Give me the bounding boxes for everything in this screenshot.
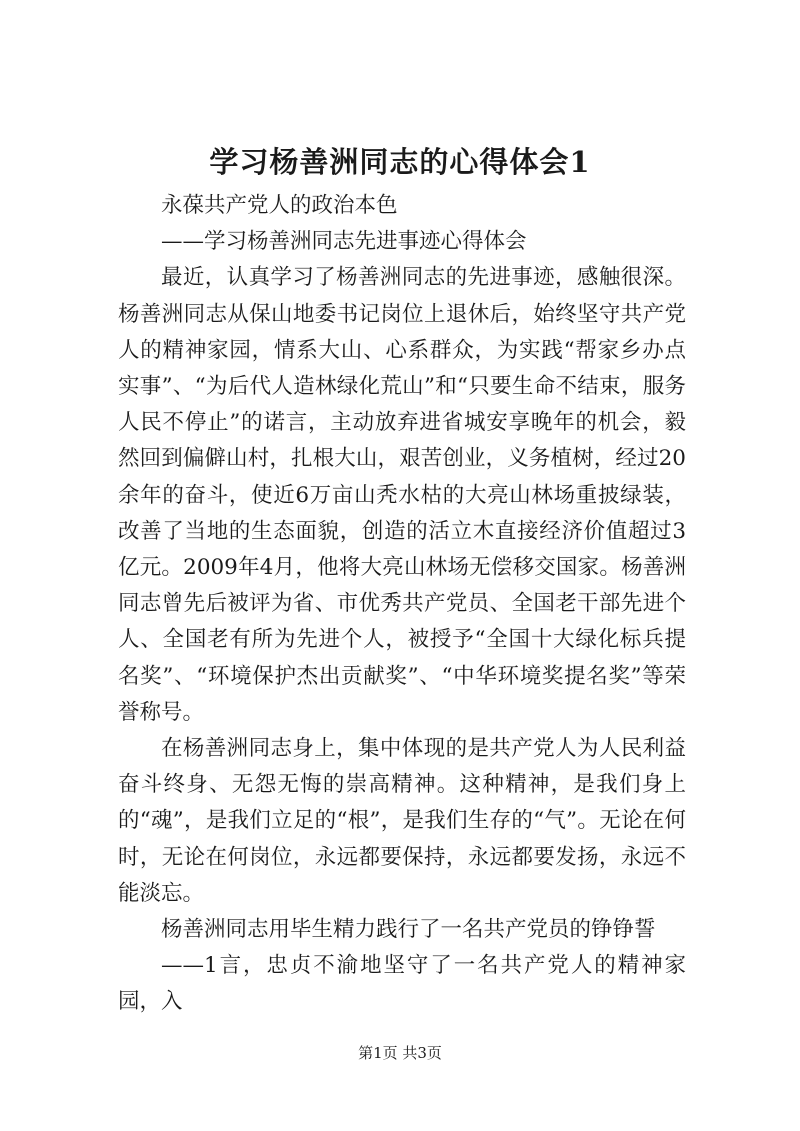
page-footer: 第1页 共3页 [358, 1044, 442, 1062]
paragraph-subtitle: 永葆共产党人的政治本色 [161, 193, 398, 218]
paragraph-intro: 最近，认真学习了杨善洲同志的先进事迹，感触很深。杨善洲同志从保山地委书记岗位上退休后，始终坚守共产党人的精神家园，情系大山、心系群众，为实践“帮家乡办点实事”、“为后代人造林绿化荒山”和“只要生命不结束，服务人民不停止”的诺言，主动放弃进省城安享晚年的机会，毅然回到偏僻山村，扎根大山，艰苦创业，义务植树，经过20余年的奋斗，使近6万亩山秃水枯的大亮山林场重披绿装，改善了当地的生态面貌，创造的活立木直接经济价值超过3亿元。2009年4月，他将大亮山林场无偿移交国家。杨善洲同志曾先后被评为省、市优秀共产党员、全国老干部先进个人、全国老有所为先进个人，被授予“全国十大绿化标兵提名奖”、“环境保护杰出贡献奖”、“中华环境奖提名奖”等荣誉称号。 [118, 265, 686, 725]
document-title: 学习杨善洲同志的心得体会1 [209, 145, 591, 179]
paragraph-continuation: ——1言，忠贞不渝地坚守了一名共产党人的精神家园，入 [118, 953, 686, 1015]
paragraph-spirit: 在杨善洲同志身上，集中体现的是共产党人为人民利益奋斗终身、无怨无悔的崇高精神。这种精神，是我们身上的“魂”，是我们立足的“根”，是我们生存的“气”。无论在何时，无论在何岗位，永远都要保持，永远都要发扬，永远不能淡忘。 [118, 736, 686, 906]
paragraph-subheading: ——学习杨善洲同志先进事迹心得体会 [161, 229, 527, 255]
paragraph-oath: 杨善洲同志用毕生精力践行了一名共产党员的铮铮誓 [161, 917, 656, 943]
document-body [118, 188, 686, 1021]
